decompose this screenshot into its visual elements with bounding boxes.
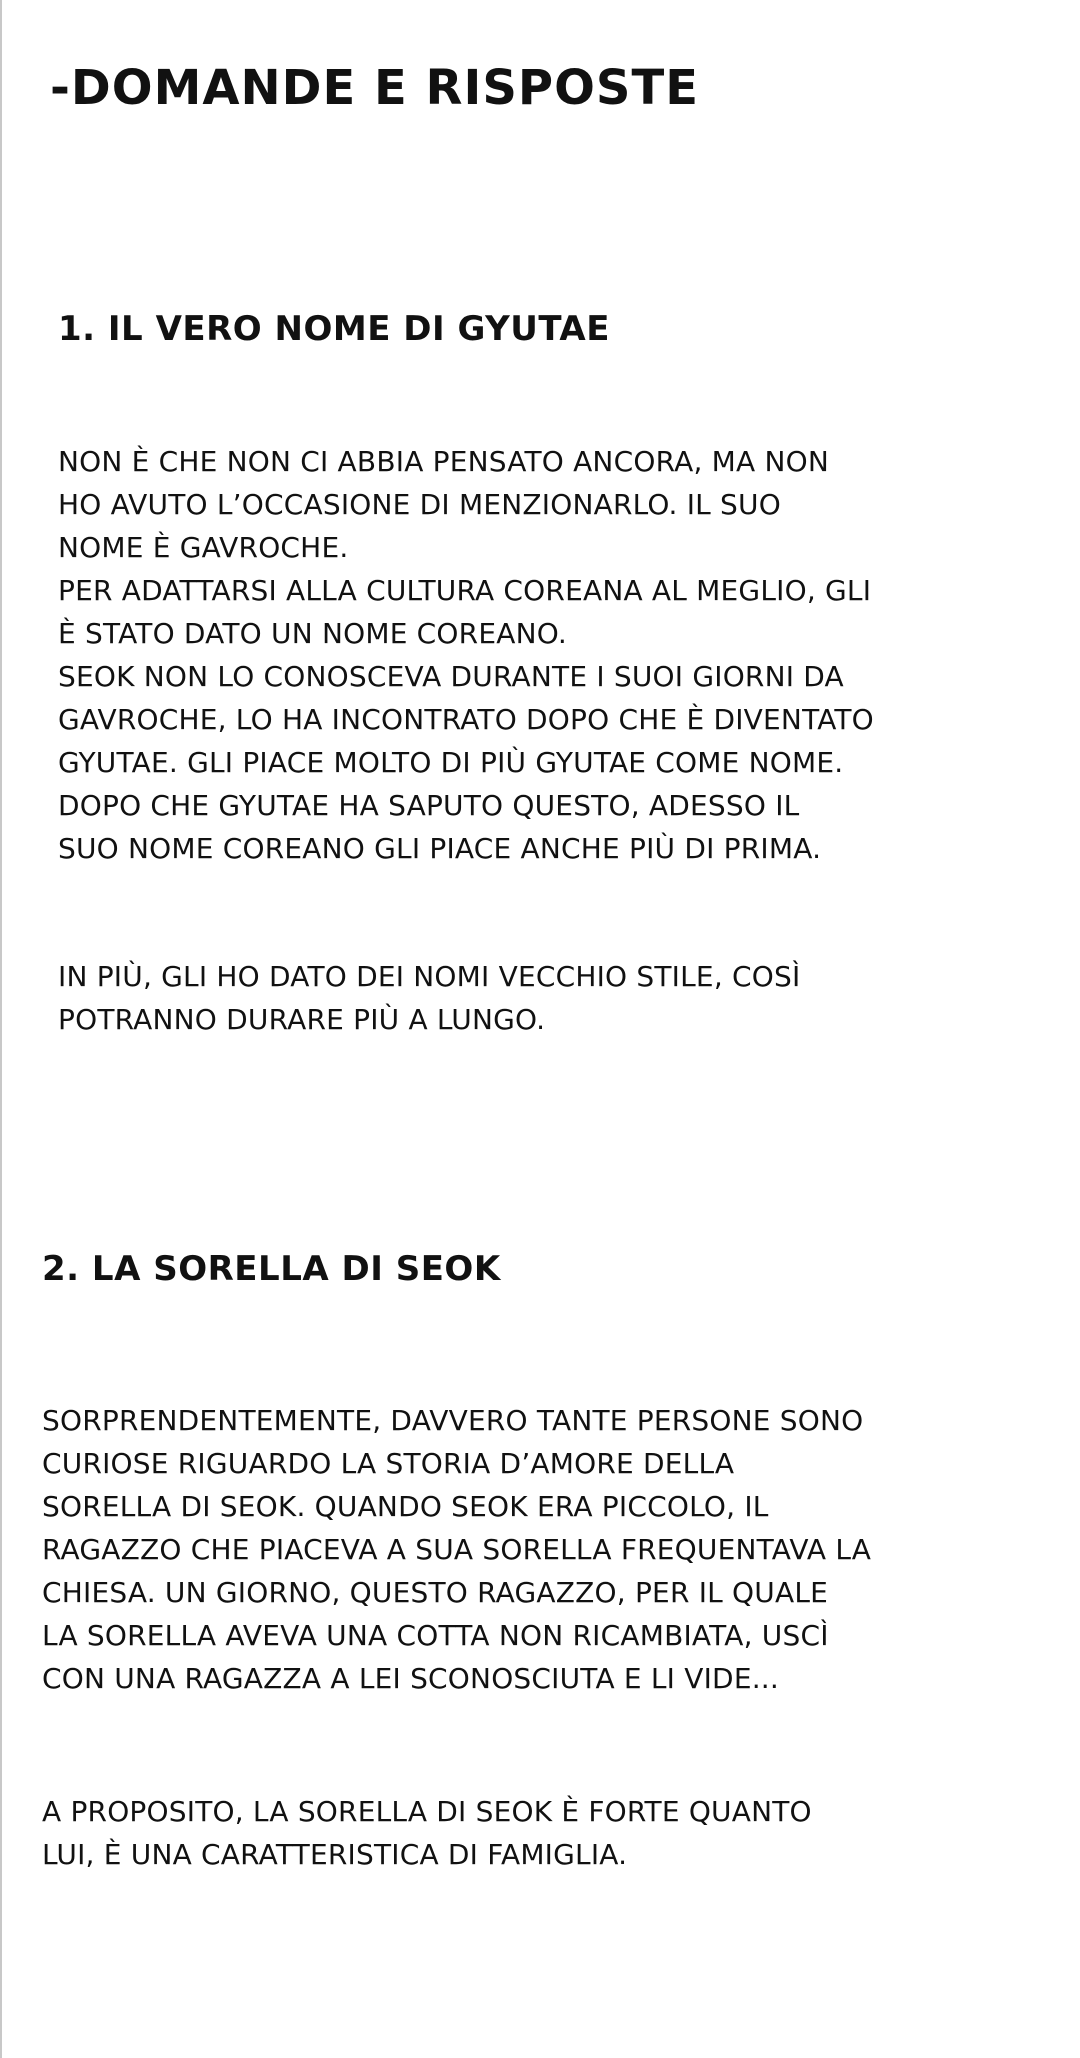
page-title: -DOMANDE E RISPOSTE: [50, 60, 699, 116]
section-2-paragraph-2: [42, 1790, 812, 1876]
text-line: SORPRENDENTEMENTE, DAVVERO TANTE PERSONE SONO: [42, 1404, 864, 1437]
text-line: PER ADATTARSI ALLA CULTURA COREANA AL MEGLIO, GLI: [58, 574, 872, 607]
text-line: GAVROCHE, LO HA INCONTRATO DOPO CHE È DIVENTATO: [58, 703, 874, 736]
text-line: A PROPOSITO, LA SORELLA DI SEOK È FORTE QUANTO: [42, 1795, 812, 1828]
text-line: IN PIÙ, GLI HO DATO DEI NOMI VECCHIO STILE, COSÌ: [58, 960, 801, 993]
text-line: NOME È GAVROCHE.: [58, 531, 349, 564]
text-line: SORELLA DI SEOK. QUANDO SEOK ERA PICCOLO, IL: [42, 1490, 769, 1523]
section-2-paragraph-1: [42, 1399, 871, 1700]
text-line: POTRANNO DURARE PIÙ A LUNGO.: [58, 1003, 546, 1036]
text-line: LUI, È UNA CARATTERISTICA DI FAMIGLIA.: [42, 1838, 628, 1871]
left-border-line: [0, 0, 2, 2058]
section-1-heading: 1. IL VERO NOME DI GYUTAE: [58, 309, 610, 349]
text-line: CHIESA. UN GIORNO, QUESTO RAGAZZO, PER IL QUALE: [42, 1576, 829, 1609]
text-line: RAGAZZO CHE PIACEVA A SUA SORELLA FREQUENTAVA LA: [42, 1533, 872, 1566]
text-line: CURIOSE RIGUARDO LA STORIA D’AMORE DELLA: [42, 1447, 735, 1480]
text-line: SUO NOME COREANO GLI PIACE ANCHE PIÙ DI PRIMA.: [58, 832, 822, 865]
text-line: HO AVUTO L’OCCASIONE DI MENZIONARLO. IL SUO: [58, 488, 781, 521]
section-1-paragraph-2: [58, 955, 800, 1041]
text-line: NON È CHE NON CI ABBIA PENSATO ANCORA, MA NON: [58, 445, 829, 478]
text-line: SEOK NON LO CONOSCEVA DURANTE I SUOI GIORNI DA: [58, 660, 844, 693]
text-line: È STATO DATO UN NOME COREANO.: [58, 617, 567, 650]
text-line: GYUTAE. GLI PIACE MOLTO DI PIÙ GYUTAE COME NOME.: [58, 746, 844, 779]
text-line: CON UNA RAGAZZA A LEI SCONOSCIUTA E LI VIDE...: [42, 1662, 780, 1695]
text-line: DOPO CHE GYUTAE HA SAPUTO QUESTO, ADESSO IL: [58, 789, 800, 822]
text-line: LA SORELLA AVEVA UNA COTTA NON RICAMBIATA, USCÌ: [42, 1619, 829, 1652]
section-2-heading: 2. LA SORELLA DI SEOK: [42, 1249, 501, 1289]
section-1-paragraph-1: [58, 440, 874, 870]
